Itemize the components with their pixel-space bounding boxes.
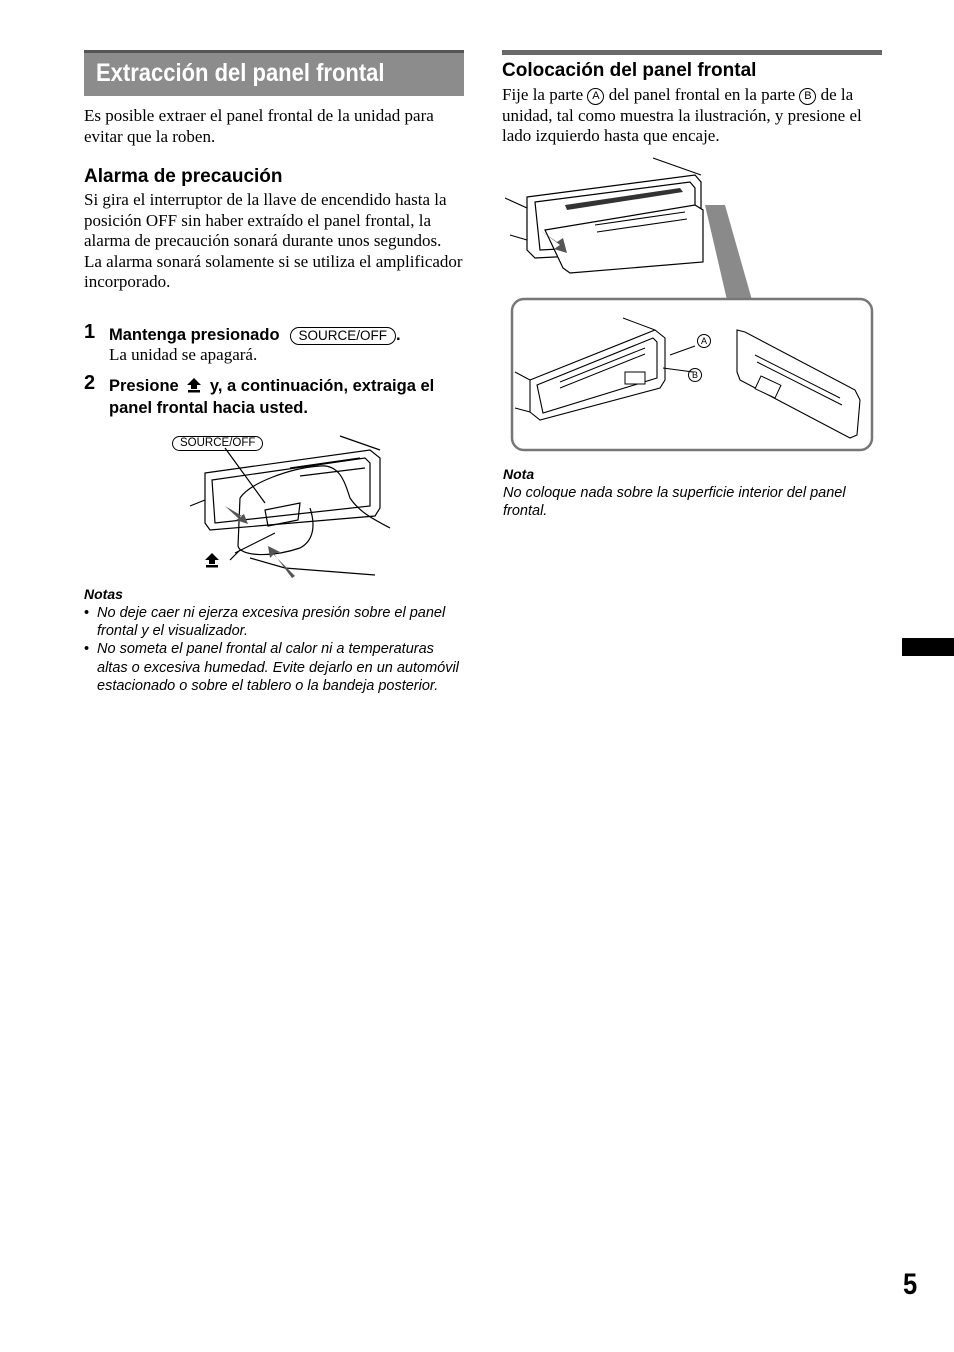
bullet: • [84, 641, 90, 658]
note-text: No someta el panel frontal al calor ni a temperaturas altas o excesiva humedad. Evite dejarlo en un automóvil estacionado o sobre el tablero o la bandeja posterior. [97, 641, 459, 694]
section-title-bar [84, 50, 464, 96]
attach-text-3: de la unidad, tal como muestra la ilustración, y presione el lado izquierdo hasta que encaje. [502, 85, 862, 145]
note-text: No coloque nada sobre la superficie interior del panel frontal. [503, 485, 846, 520]
step-2 [109, 376, 469, 418]
step-2-number: 2 [84, 372, 96, 394]
step-2-text-before: Presione [109, 377, 179, 395]
attach-illustration [505, 150, 880, 455]
step-2-text-after: y, a continuación, extraiga el panel frontal hacia usted. [109, 377, 435, 417]
page-title: Extracción del panel frontal [96, 59, 385, 87]
attach-text-2: del panel frontal en la parte [608, 85, 796, 104]
step-1 [109, 325, 469, 366]
note-item [84, 640, 468, 695]
note-item [84, 604, 468, 640]
figure-label-b: B [688, 368, 702, 382]
part-a-marker: A [587, 88, 604, 105]
source-off-key: SOURCE/OFF [290, 327, 397, 345]
alarm-text-2: La alarma sonará solamente si se utiliza el amplificador incorporado. [84, 251, 463, 291]
page-number: 5 [903, 1268, 918, 1301]
removal-drawing [170, 428, 470, 578]
note-heading: Nota [503, 466, 535, 482]
release-icon [186, 377, 202, 398]
figure-source-off-label: SOURCE/OFF [172, 436, 263, 451]
bullet: • [84, 605, 90, 621]
step-1-text: Mantenga presionado [109, 326, 280, 344]
step-1-result: La unidad se apagará. [109, 345, 258, 364]
step-1-period: . [396, 326, 401, 344]
removal-illustration [170, 428, 470, 578]
attach-paragraph [502, 85, 884, 147]
step-1-number: 1 [84, 321, 96, 343]
alarm-paragraph [84, 190, 466, 293]
attach-text-1: Fije la parte [502, 85, 584, 104]
attach-drawing [505, 150, 880, 455]
alarm-text-1: Si gira el interruptor de la llave de encendido hasta la posición OFF sin haber extraído el panel frontal, la alarma de precaución sonará durante unos segundos. [84, 190, 447, 250]
section-rule [502, 50, 882, 55]
notes-heading: Notas [84, 586, 123, 602]
part-b-marker: B [799, 88, 816, 105]
figure-label-a: A [697, 334, 711, 348]
alarm-heading: Alarma de precaución [84, 166, 283, 187]
notes-list [84, 604, 468, 695]
intro-paragraph: Es posible extraer el panel frontal de la unidad para evitar que la roben. [84, 106, 434, 146]
section-tab-marker [902, 638, 954, 656]
attach-heading: Colocación del panel frontal [502, 60, 757, 81]
note-text: No deje caer ni ejerza excesiva presión sobre el panel frontal y el visualizador. [97, 605, 446, 640]
